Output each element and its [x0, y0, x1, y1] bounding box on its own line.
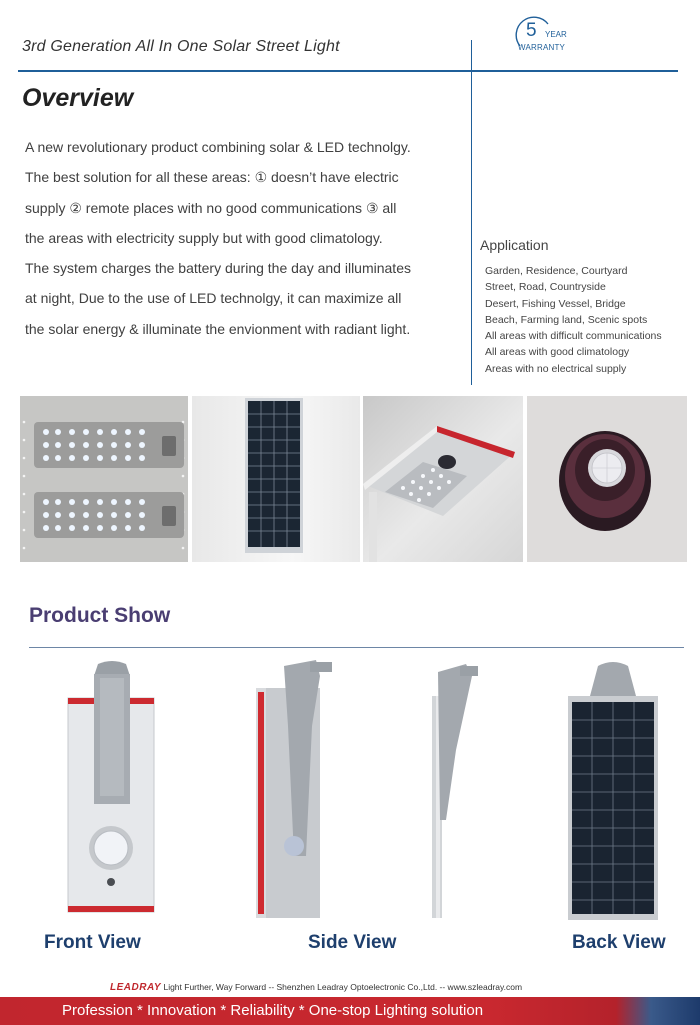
led-module-image — [20, 396, 188, 562]
warranty-badge — [512, 16, 572, 56]
header-divider — [18, 70, 678, 72]
application-item: Desert, Fishing Vessel, Bridge — [485, 297, 626, 310]
led-module-photo — [20, 396, 188, 562]
warranty-label: WARRANTY — [518, 43, 566, 52]
overview-line: the areas with electricity supply but with good climatology. — [25, 229, 383, 246]
warranty-number: 5 — [526, 20, 537, 41]
overview-line: The best solution for all these areas: ① doesn’t have electric — [25, 169, 399, 186]
back-view-label: Back View — [572, 932, 666, 953]
side-view-lamp-image — [250, 656, 350, 920]
side-view-label: Side View — [308, 932, 397, 953]
lamp-underside-photo — [363, 396, 523, 562]
application-heading: Application — [480, 237, 549, 253]
overview-line: The system charges the battery during the day and illuminates — [25, 260, 411, 277]
overview-line: the solar energy & illuminate the envionment with radiant light. — [25, 320, 411, 337]
pir-sensor-photo — [527, 396, 687, 562]
brand-logo: LEADRAY — [110, 982, 162, 993]
document-title: 3rd Generation All In One Solar Street Light — [22, 38, 340, 55]
overview-text — [25, 132, 473, 344]
company-footer — [110, 982, 522, 993]
front-view-lamp-image — [60, 660, 160, 916]
front-view-label: Front View — [44, 932, 141, 953]
solar-panel-photo — [192, 396, 360, 562]
solar-panel-image — [192, 396, 360, 562]
side-view-slim-lamp-image — [428, 660, 488, 922]
application-item: Street, Road, Countryside — [485, 281, 606, 294]
application-item: Garden, Residence, Courtyard — [485, 265, 628, 277]
application-item: All areas with good climatology — [485, 346, 630, 359]
pir-sensor-image — [527, 396, 687, 562]
overview-line: A new revolutionary product combining solar & LED technolgy. — [25, 139, 411, 155]
company-info: Light Further, Way Forward -- Shenzhen Leadray Optoelectronic Co.,Ltd. -- www.szleadray.com — [163, 982, 523, 992]
lamp-underside-image — [363, 396, 523, 562]
product-show-heading: Product Show — [29, 604, 171, 627]
tagline: Profession * Innovation * Reliability * One-stop Lighting solution — [62, 1002, 484, 1019]
application-list — [485, 263, 662, 377]
overview-line: supply ② remote places with no good communications ③ all — [25, 199, 397, 216]
application-item: Areas with no electrical supply — [485, 362, 627, 375]
application-item: All areas with difficult communications — [485, 330, 662, 343]
application-item: Beach, Farming land, Scenic spots — [485, 313, 648, 326]
product-show-divider — [29, 647, 684, 648]
back-view-lamp-image — [562, 660, 662, 922]
overview-line: at night, Due to the use of LED technolgy, it can maximize all — [25, 290, 402, 307]
warranty-unit: YEAR — [545, 30, 567, 39]
overview-heading: Overview — [22, 84, 134, 112]
